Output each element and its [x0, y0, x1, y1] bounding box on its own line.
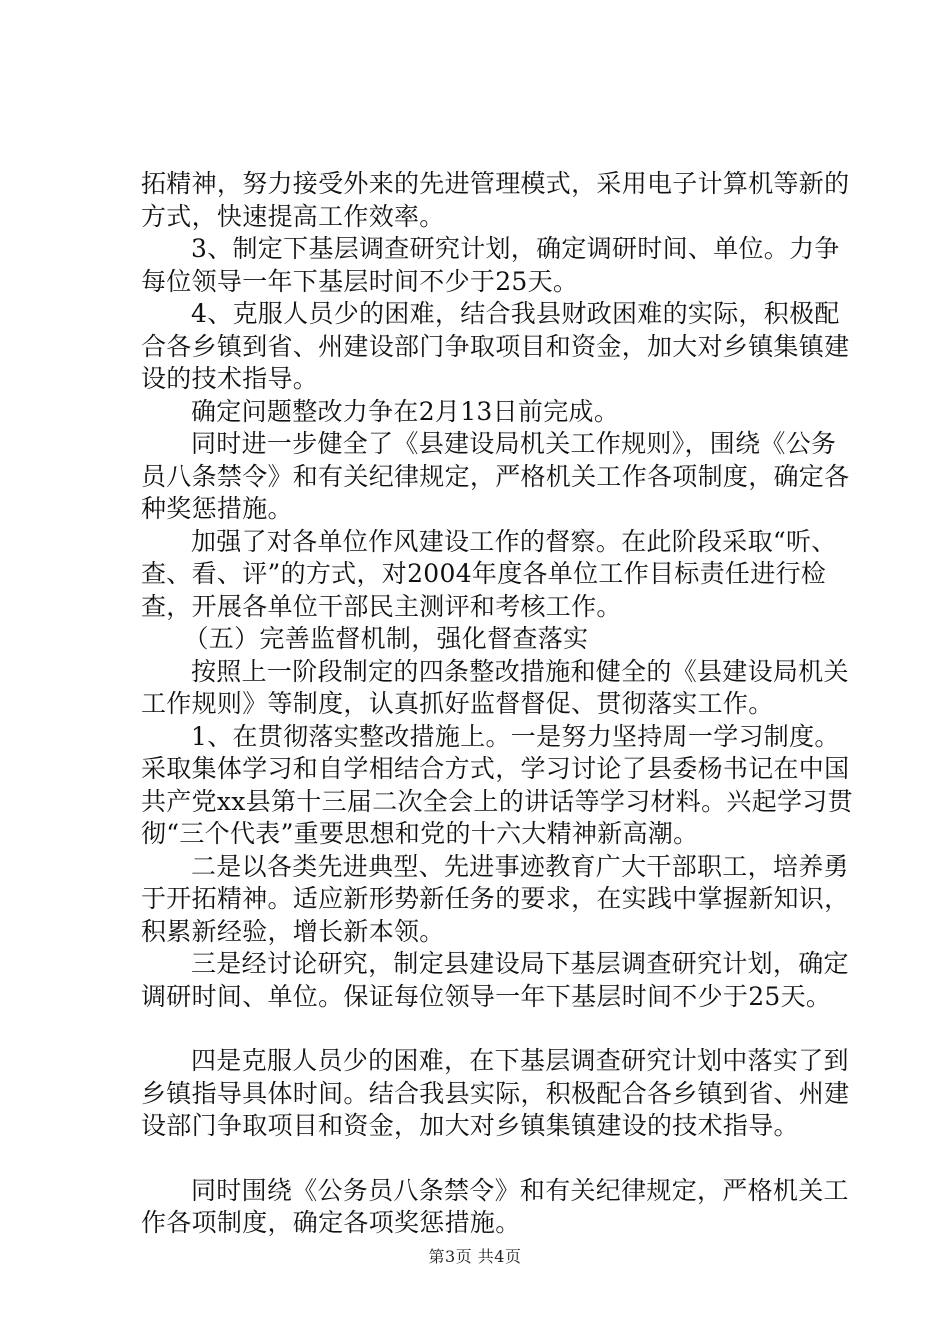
body-text	[141, 168, 856, 1240]
paragraph: 同时围绕《公务员八条禁令》和有关纪律规定，严格机关工作各项制度，确定各项奖惩措施。	[141, 1175, 849, 1237]
paragraph: 确定问题整改力争在2月13日前完成。	[191, 396, 620, 426]
paragraph: 4、克服人员少的困难，结合我县财政困难的实际，积极配合各乡镇到省、州建设部门争取项目和资金，加大对乡镇集镇建设的技术指导。	[141, 299, 850, 393]
page-footer: 第3页 共4页	[428, 1247, 522, 1266]
paragraph: 同时进一步健全了《县建设局机关工作规则》，围绕《公务员八条禁令》和有关纪律规定，严格机关工作各项制度，确定各种奖惩措施。	[141, 429, 850, 523]
paragraph: 按照上一阶段制定的四条整改措施和健全的《县建设局机关工作规则》等制度，认真抓好监督督促、贯彻落实工作。	[141, 656, 849, 718]
section-heading: （五）完善监督机制，强化督查落实	[183, 624, 589, 653]
paragraph: 四是克服人员少的困难，在下基层调查研究计划中落实了到乡镇指导具体时间。结合我县实际，积极配合各乡镇到省、州建设部门争取项目和资金，加大对乡镇集镇建设的技术指导。	[141, 1046, 850, 1140]
paragraph: 二是以各类先进典型、先进事迹教育广大干部职工，培养勇于开拓精神。适应新形势新任务的要求，在实践中掌握新知识，积累新经验，增长新本领。	[141, 851, 850, 946]
paragraph-gap	[141, 1143, 856, 1175]
paragraph: 三是经讨论研究，制定县建设局下基层调查研究计划，确定调研时间、单位。保证每位领导一年下基层时间不少于25天。	[141, 949, 849, 1011]
paragraph: 3、制定下基层调查研究计划，确定调研时间、单位。力争每位领导一年下基层时间不少于25天。	[141, 234, 840, 296]
paragraph: 加强了对各单位作风建设工作的督察。在此阶段采取“听、查、看、评”的方式，对2004年度各单位工作目标责任进行检查，开展各单位干部民主测评和考核工作。	[141, 526, 837, 621]
paragraph: 拓精神，努力接受外来的先进管理模式，采用电子计算机等新的方式，快速提高工作效率。	[141, 169, 850, 231]
paragraph-gap	[141, 1013, 856, 1045]
paragraph: 1、在贯彻落实整改措施上。一是努力坚持周一学习制度。采取集体学习和自学相结合方式，学习讨论了县委杨书记在中国共产党xx县第十三届二次全会上的讲话等学习材料。兴起学习贯彻“三个代表”重要思想和党的十六大精神新高潮。	[141, 721, 853, 848]
